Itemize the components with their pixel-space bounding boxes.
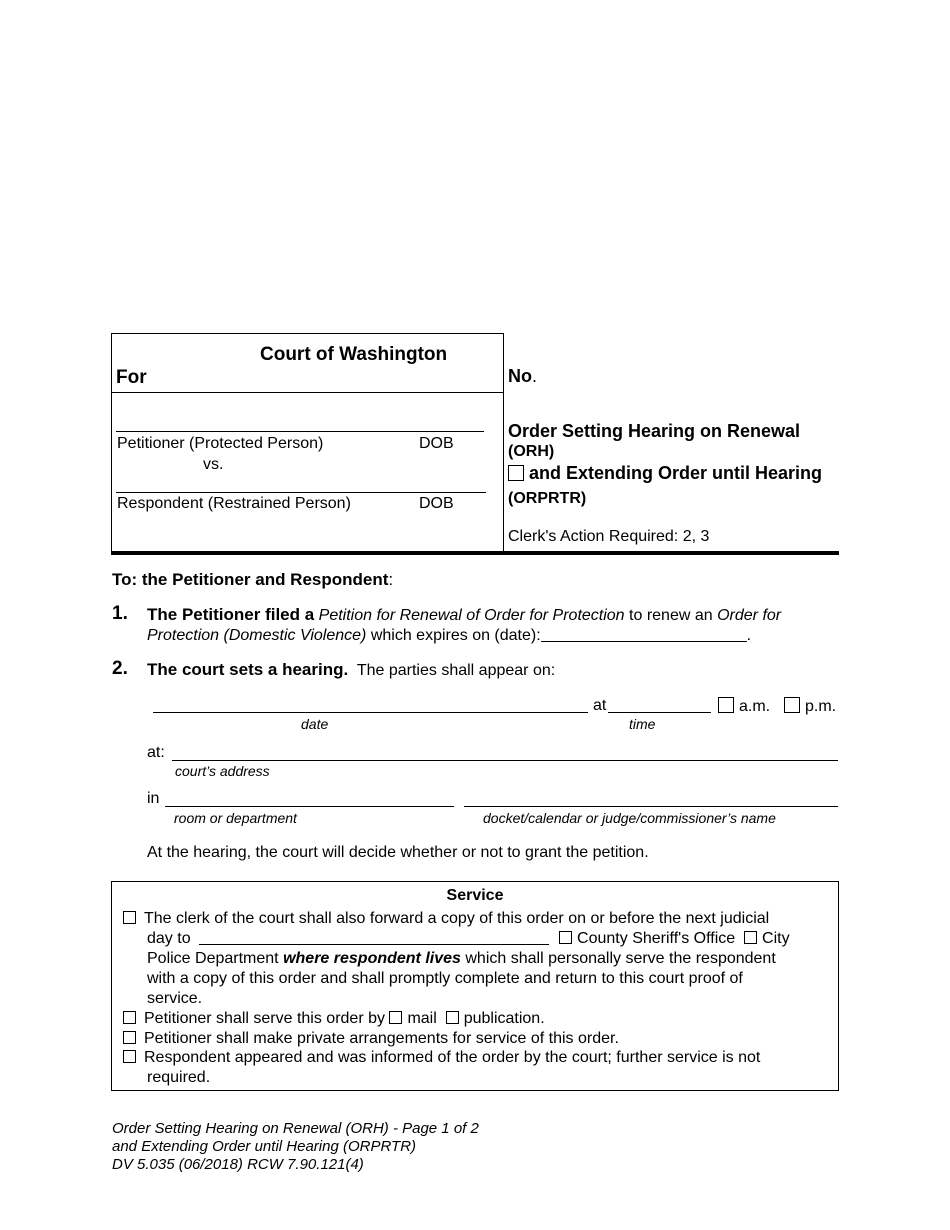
pm-checkbox[interactable]: [784, 697, 800, 713]
option1-line1-text: The clerk of the court shall also forward a copy of this order on or before the next judicial: [144, 910, 770, 927]
extending-order-checkbox[interactable]: [508, 465, 524, 481]
petitioner-serve-checkbox[interactable]: [123, 1011, 136, 1024]
to-line-text: To: the Petitioner and Respondent: [112, 570, 389, 589]
footer-line1: Order Setting Hearing on Renewal (ORH) - Page 1 of 2: [112, 1120, 479, 1137]
item1-line2: [147, 627, 751, 645]
city-checkbox[interactable]: [744, 931, 757, 944]
decision-text: At the hearing, the court will decide whether or not to grant the petition.: [147, 844, 649, 861]
option2-mail: mail: [407, 1010, 437, 1027]
to-line-colon: :: [388, 570, 394, 589]
respondent-label: Respondent (Restrained Person): [117, 495, 351, 512]
no-label: No: [508, 366, 532, 386]
pm-label: p.m.: [805, 698, 837, 715]
option1-sheriff: County Sheriff's Office: [577, 930, 736, 947]
item1-line1: [147, 605, 781, 625]
court-address-field[interactable]: [172, 760, 838, 761]
option1-city: City: [762, 930, 790, 947]
am-label: a.m.: [739, 698, 771, 715]
room-caption: room or department: [174, 810, 297, 826]
court-divider: [111, 392, 503, 393]
at-label: at: [593, 697, 607, 714]
petitioner-label: Petitioner (Protected Person): [117, 435, 324, 452]
respondent-appeared-checkbox[interactable]: [123, 1050, 136, 1063]
county-sheriff-checkbox[interactable]: [559, 931, 572, 944]
respondent-name-line[interactable]: [116, 492, 486, 493]
respondent-dob-label: DOB: [419, 495, 454, 512]
service-option1-line4: with a copy of this order and shall promptly complete and return to this court proof of: [147, 970, 743, 987]
item1-petition-title: Petition for Renewal of Order for Protection: [318, 607, 625, 624]
hearing-time-field[interactable]: [608, 712, 711, 713]
item1-order-title-b: Protection (Domestic Violence): [147, 627, 367, 644]
for-label: For: [116, 367, 147, 388]
date-caption: date: [301, 716, 329, 732]
item1-order-title-a: Order for: [717, 607, 782, 624]
room-department-field[interactable]: [165, 806, 454, 807]
form-title-line3-text: and Extending Order until Hearing: [529, 463, 823, 483]
option3-text: Petitioner shall make private arrangements for service of this order.: [144, 1030, 619, 1047]
address-caption: court’s address: [175, 763, 270, 779]
service-option1-line3: [147, 950, 776, 968]
docket-caption: docket/calendar or judge/commissioner’s name: [483, 810, 776, 826]
docket-name-field[interactable]: [464, 806, 838, 807]
private-arrangements-checkbox[interactable]: [123, 1031, 136, 1044]
item1-number: 1.: [112, 603, 128, 624]
service-option1-line2: [147, 930, 790, 948]
am-checkbox[interactable]: [718, 697, 734, 713]
pm-option: [784, 697, 836, 716]
mail-checkbox[interactable]: [389, 1011, 402, 1024]
form-title-line1: Order Setting Hearing on Renewal: [508, 421, 801, 441]
option1-line3-b: where respondent lives: [283, 950, 461, 967]
item1-mid: to renew an: [629, 607, 713, 624]
form-title-line3: [508, 463, 822, 484]
item2-line: [147, 660, 555, 680]
item2-rest: The parties shall appear on:: [356, 662, 556, 679]
clerk-forward-checkbox[interactable]: [123, 911, 136, 924]
no-period: .: [532, 366, 538, 386]
item1-expires: which expires on (date):: [370, 627, 541, 644]
case-number-label: [508, 366, 537, 387]
vs-label: vs.: [203, 456, 224, 473]
form-title-line4: (ORPRTR): [508, 490, 587, 507]
option2-publication: publication.: [463, 1010, 545, 1027]
item1-end: .: [746, 627, 752, 644]
service-option1-line1: [123, 910, 769, 928]
to-line: [112, 570, 393, 590]
time-caption: time: [629, 716, 656, 732]
service-option3: [123, 1030, 619, 1048]
service-option4-line1: [123, 1049, 760, 1067]
option4-line1-text: Respondent appeared and was informed of the order by the court; further service is not: [144, 1049, 761, 1066]
in-label: in: [147, 790, 160, 807]
expiration-date-field[interactable]: [541, 627, 747, 642]
footer-line3: DV 5.035 (06/2018) RCW 7.90.121(4): [112, 1156, 364, 1173]
item2-number: 2.: [112, 658, 128, 679]
option1-line3-c: which shall personally serve the respondent: [465, 950, 776, 967]
option1-day-to: day to: [147, 930, 191, 947]
item1-lead: The Petitioner filed a: [147, 605, 315, 624]
am-option: [718, 697, 770, 716]
footer-line2: and Extending Order until Hearing (ORPRTR): [112, 1138, 417, 1155]
service-option1-line5: service.: [147, 990, 203, 1007]
option1-line3-a: Police Department: [147, 950, 279, 967]
service-title: Service: [446, 887, 504, 904]
petitioner-dob-label: DOB: [419, 435, 454, 452]
form-title-line2: (ORH): [508, 443, 555, 460]
at-address-label: at:: [147, 744, 165, 761]
publication-checkbox[interactable]: [446, 1011, 459, 1024]
petitioner-name-line[interactable]: [116, 431, 484, 432]
option2-text: Petitioner shall serve this order by: [144, 1010, 385, 1027]
hearing-date-field[interactable]: [153, 712, 588, 713]
service-option4-line2: required.: [147, 1069, 211, 1086]
court-title: Court of Washington: [260, 344, 448, 365]
clerk-action: Clerk's Action Required: 2, 3: [508, 528, 710, 545]
item2-lead: The court sets a hearing.: [147, 660, 349, 679]
service-date-field[interactable]: [199, 930, 549, 945]
service-option2: [123, 1010, 545, 1028]
caption-bottom-rule: [111, 551, 839, 555]
